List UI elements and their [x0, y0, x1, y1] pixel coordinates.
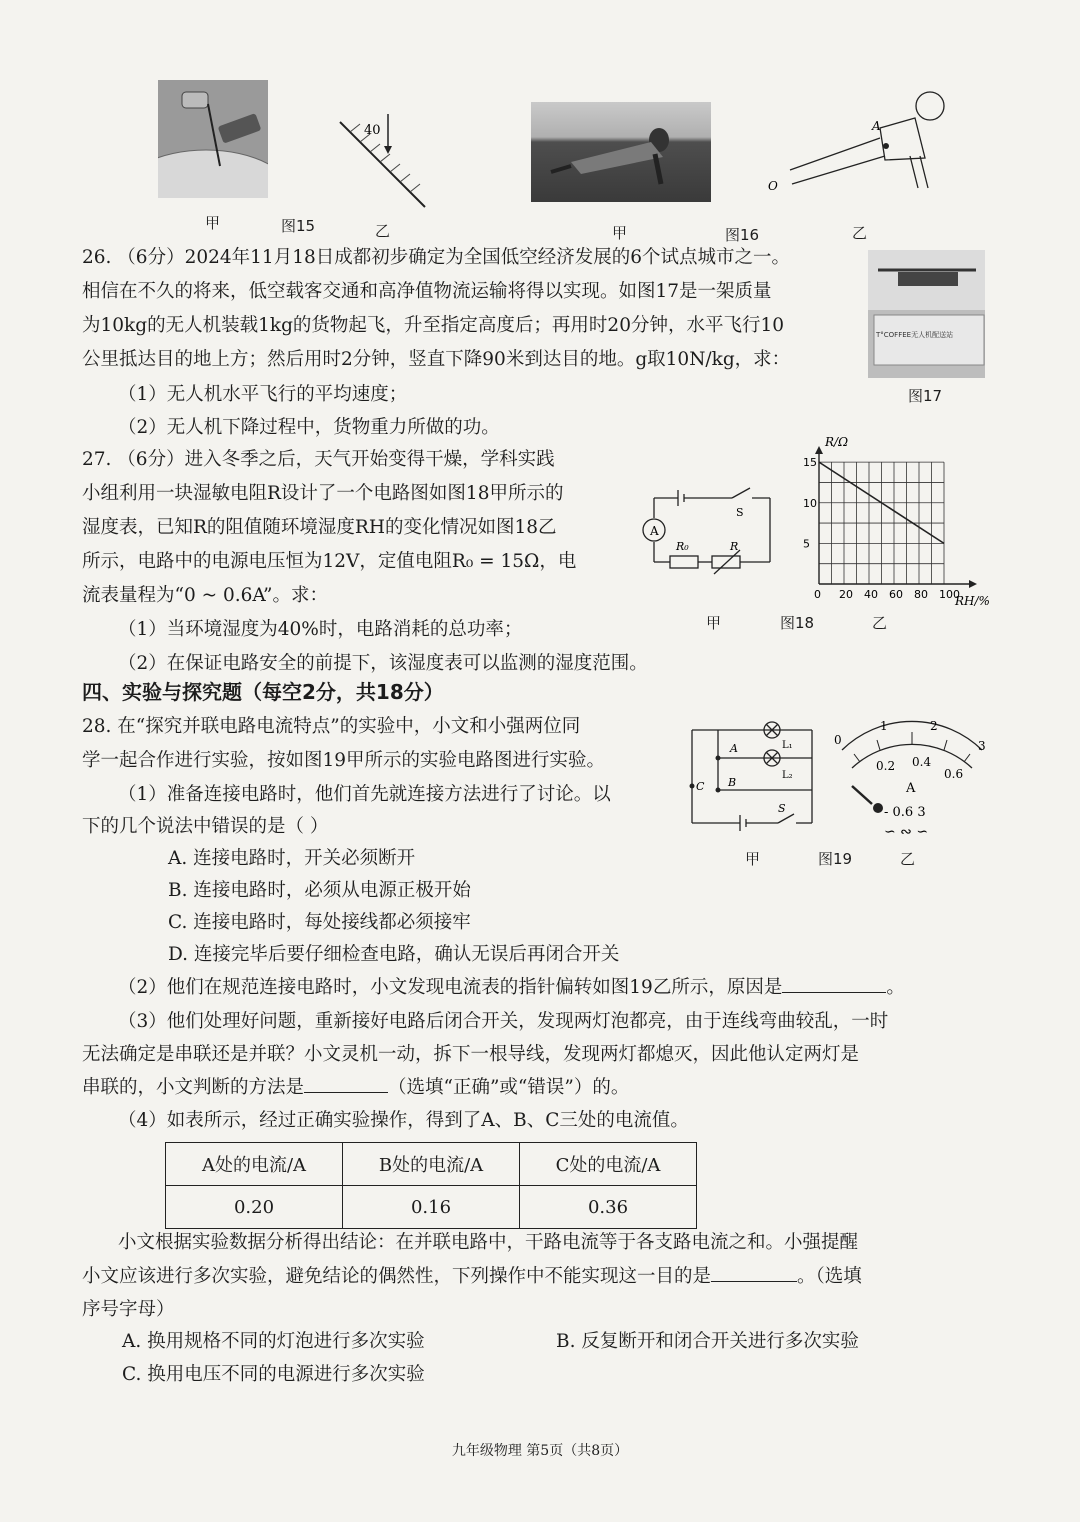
ammeter-dial: [832, 712, 990, 842]
q28-p3c-pre: 串联的，小文判断的方法是: [82, 1077, 305, 1098]
q27-sub1: （1）当环境湿度为40%时，电路消耗的总功率；: [118, 619, 523, 640]
table-row: [166, 1186, 697, 1229]
meter-unit: A: [906, 781, 916, 796]
x-tick-label: 60: [889, 588, 903, 601]
point-b-label: B: [728, 776, 737, 789]
figure19-caption: 图19: [818, 850, 853, 868]
figure19-circuit: [682, 718, 827, 833]
chart-y-label: R/Ω: [825, 435, 849, 449]
r0-label: R₀: [676, 540, 689, 553]
q28-p2-blank[interactable]: [782, 974, 886, 993]
point-a-label: A: [872, 119, 881, 133]
y-tick-label: 15: [803, 456, 817, 470]
q28-p3c: [82, 1073, 629, 1103]
q26-line2: 相信在不久的将来，低空载客交通和高净值物流运输将得以实现。如图17是一架质量: [82, 281, 772, 302]
q26-line4: 公里抵达目的地上方；然后用时2分钟，竖直下降90米到达目的地。g取10N/kg，求：: [82, 349, 791, 370]
q28-line1: 28. 在“探究并联电路电流特点”的实验中，小文和小强两位同: [82, 716, 581, 737]
q28-option-d: D. 连接完毕后要仔细检查电路，确认无误后再闭合开关: [168, 944, 620, 965]
q28-conclusion-3: 序号字母）: [82, 1299, 175, 1320]
figure15-photo: [158, 80, 268, 198]
q28-p1a: （1）准备连接电路时，他们首先就连接方法进行了讨论。以: [118, 784, 611, 805]
y-tick-label: 10: [803, 496, 817, 510]
page-footer: 九年级物理 第5页（共8页）: [451, 1443, 629, 1459]
figure16-caption: 图16: [725, 226, 760, 244]
q28-conclusion-2: [82, 1262, 862, 1292]
q28-c2-post: 。（选填: [797, 1266, 862, 1287]
q26-sub1: （1）无人机水平飞行的平均速度；: [118, 384, 408, 405]
lamp-l2-label: L₂: [782, 770, 793, 781]
figure19-sub-a: 甲: [745, 850, 761, 868]
point-a-label: A: [730, 742, 738, 755]
drone-photo: [868, 250, 985, 378]
y-axis-arrow: [815, 446, 823, 454]
q28-p3-blank[interactable]: [304, 1074, 388, 1093]
figure16-sub-b: 乙: [852, 224, 868, 242]
lamp-l1-label: L₁: [782, 740, 793, 751]
figure18-caption: 图18: [780, 614, 815, 632]
q26-line1: 26. （6分）2024年11月18日成都初步确定为全国低空经济发展的6个试点城市之一。: [82, 247, 791, 268]
figure18-sub-a: 甲: [706, 614, 722, 632]
q28-choice-a: A. 换用规格不同的灯泡进行多次实验: [122, 1331, 425, 1352]
x-tick-label: 100: [939, 588, 960, 601]
ammeter-label: A: [650, 524, 659, 538]
figure15-sub-a: 甲: [205, 214, 221, 232]
scale-0-2: 0.2: [876, 759, 896, 773]
tray-illustration: [158, 80, 268, 198]
pushup-diagram: [760, 88, 950, 200]
figure17-photo: [868, 250, 985, 378]
figure15-caption: 图15: [281, 217, 316, 235]
q28-p3c-post: （选填“正确”或“错误”）的。: [388, 1077, 630, 1098]
r-label: R: [730, 540, 739, 553]
scale-0-4: 0.4: [912, 755, 932, 769]
q28-p1b: 下的几个说法中错误的是（ ）: [82, 816, 329, 837]
q28-p3b: 无法确定是串联还是并联？小文灵机一动，拆下一根导线，发现两灯都熄灭，因此他认定两灯是: [82, 1044, 860, 1065]
scale-0-6: 0.6: [944, 767, 964, 781]
chart-x-label: RH/%: [955, 594, 990, 607]
x-axis-arrow: [969, 580, 977, 588]
q28-c2-pre: 小文应该进行多次实验，避免结论的偶然性，下列操作中不能实现这一目的是: [82, 1266, 712, 1287]
figure19-sub-b: 乙: [900, 850, 916, 868]
q28-c2-blank[interactable]: [711, 1263, 797, 1282]
q28-option-c: C. 连接电路时，每处接线都必须接牢: [168, 912, 471, 933]
q28-choice-c: C. 换用电压不同的电源进行多次实验: [122, 1364, 425, 1385]
table-header: A处的电流/A: [166, 1143, 343, 1186]
terminal-knobs: ∽ ∾ ∽: [884, 824, 929, 840]
figure17-caption: 图17: [908, 387, 943, 405]
table-header-row: [166, 1143, 697, 1186]
table-cell: 0.20: [166, 1186, 343, 1229]
q28-option-b: B. 连接电路时，必须从电源正极开始: [168, 880, 471, 901]
scale-top-1: 1: [880, 719, 888, 733]
q27-line3: 湿度表，已知R的阻值随环境湿度RH的变化情况如图18乙: [82, 517, 557, 538]
x-tick-label: 80: [914, 588, 928, 601]
incline-diagram: [330, 112, 440, 217]
angle-label: 40: [364, 123, 381, 138]
y-tick-label: 5: [803, 537, 810, 551]
q28-p4: （4）如表所示，经过正确实验操作，得到了A、B、C三处的电流值。: [118, 1110, 689, 1131]
q28-line2: 学一起合作进行实验，按如图19甲所示的实验电路图进行实验。: [82, 750, 606, 771]
meter-terminals: - 0.6 3: [884, 805, 926, 820]
figure18-sub-b: 乙: [872, 614, 888, 632]
q27-line5: 流表量程为“0 ~ 0.6A”。求：: [82, 585, 329, 606]
q27-line4: 所示，电路中的电源电压恒为12V，定值电阻R₀ = 15Ω，电: [82, 551, 577, 572]
q28-conclusion-1: 小文根据实验数据分析得出结论：在并联电路中，干路电流等于各支路电流之和。小强提醒: [118, 1232, 859, 1253]
q27-sub2: （2）在保证电路安全的前提下，该湿度表可以监测的湿度范围。: [118, 653, 648, 674]
switch-label: S: [778, 802, 786, 815]
table-cell: 0.16: [343, 1186, 520, 1229]
scale-0: 0: [834, 733, 842, 747]
scale-top-2: 2: [930, 719, 938, 733]
figure15-sub-b: 乙: [375, 222, 391, 240]
q28-p2-end: 。: [886, 977, 905, 998]
q26-line3: 为10kg的无人机装载1kg的货物起飞，升至指定高度后；再用时20分钟，水平飞行10: [82, 315, 785, 336]
q28-option-a: A. 连接电路时，开关必须断开: [168, 848, 416, 869]
table-header: C处的电流/A: [520, 1143, 697, 1186]
q27-line1: 27. （6分）进入冬季之后，天气开始变得干燥，学科实践: [82, 449, 555, 470]
q26-sub2: （2）无人机下降过程中，货物重力所做的功。: [118, 417, 500, 438]
scale-top-3: 3: [978, 739, 986, 753]
figure16-sub-a: 甲: [612, 224, 628, 242]
figure18-circuit: [640, 478, 785, 578]
point-c-label: C: [696, 780, 705, 793]
pushup-photo: [531, 102, 711, 202]
x-tick-label: 40: [864, 588, 878, 601]
q28-p2-text: （2）他们在规范连接电路时，小文发现电流表的指针偏转如图19乙所示，原因是: [118, 977, 783, 998]
table-header: B处的电流/A: [343, 1143, 520, 1186]
figure16-photo: [531, 102, 711, 202]
q28-p3a: （3）他们处理好问题，重新接好电路后闭合开关，发现两灯泡都亮，由于连线弯曲较乱，一时: [118, 1011, 889, 1032]
x-tick-label: 20: [839, 588, 853, 601]
q27-line2: 小组利用一块湿敏电阻R设计了一个电路图如图18甲所示的: [82, 483, 564, 504]
point-o-label: O: [768, 179, 778, 193]
current-table: [165, 1142, 697, 1229]
switch-label: S: [736, 506, 744, 519]
table-cell: 0.36: [520, 1186, 697, 1229]
q28-p2: [118, 973, 905, 1003]
figure18-chart: [795, 432, 1000, 607]
drone-station-sign: T°COFFEE无人机配送站: [876, 331, 954, 339]
q28-choice-b: B. 反复断开和闭合开关进行多次实验: [556, 1331, 859, 1352]
x-tick-label: 0: [814, 588, 821, 601]
section4-title: 四、实验与探究题（每空2分，共18分）: [82, 680, 444, 704]
